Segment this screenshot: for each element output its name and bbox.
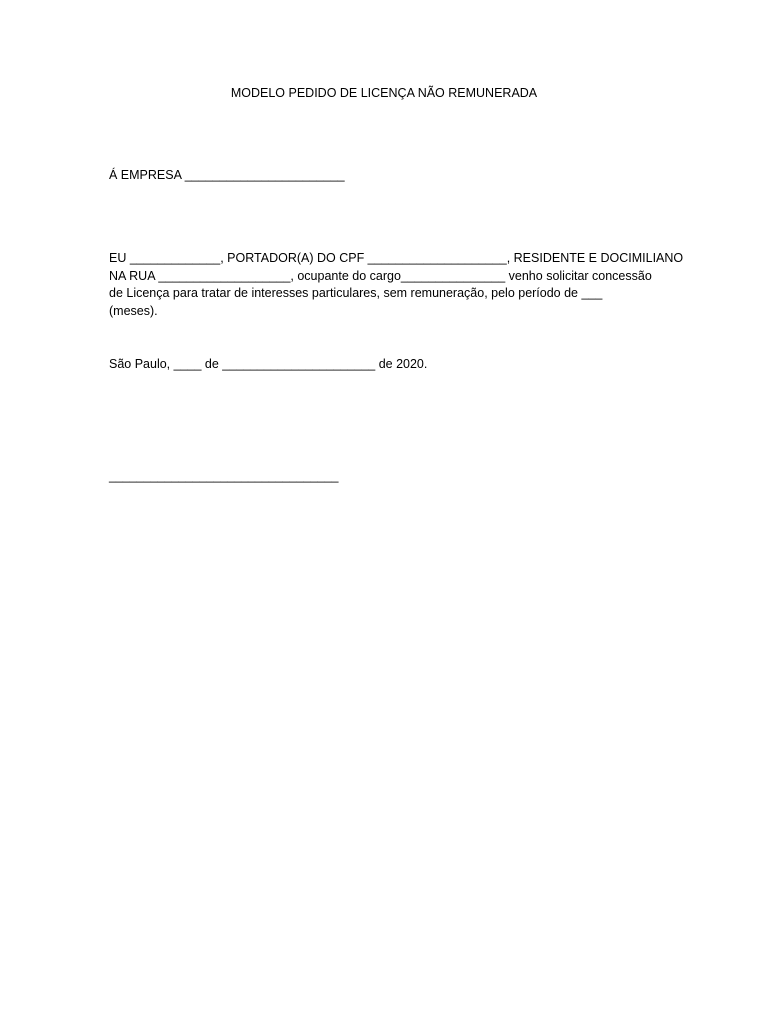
paragraph-line: de Licença para tratar de interesses particulares, sem remuneração, pelo período de ___ [109,286,603,300]
paragraph-line: NA RUA ___________________, ocupante do cargo_______________ venho solicitar concessão [109,268,652,283]
place-date-line: São Paulo, ____ de ______________________ de 2020. [109,357,428,371]
signature-line: _________________________________ [109,469,339,483]
request-paragraph [109,250,684,320]
document-title: MODELO PEDIDO DE LICENÇA NÃO REMUNERADA [230,86,538,100]
paragraph-line: (meses). [109,303,158,318]
addressee-line: Á EMPRESA _______________________ [109,168,345,182]
paragraph-line: EU _____________, PORTADOR(A) DO CPF ____________________, RESIDENTE E DOCIMILIANO [109,251,684,265]
